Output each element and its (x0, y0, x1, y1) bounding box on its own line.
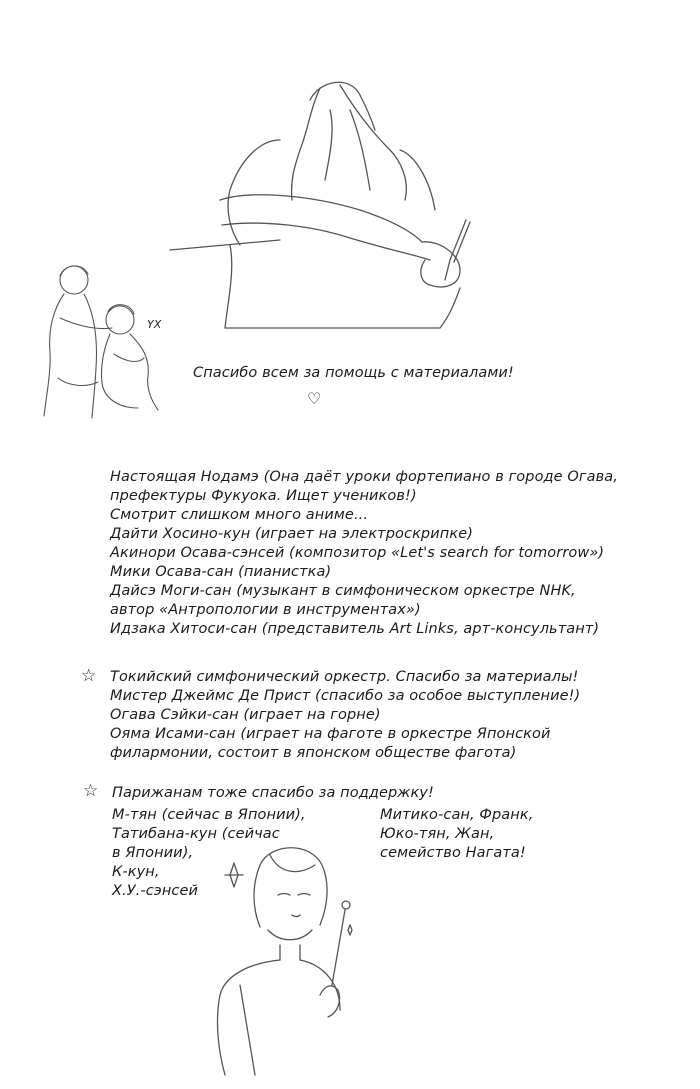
star-icon: ☆ (81, 666, 97, 686)
acknowledgements-list-1: Настоящая Нодамэ (Она даёт уроки фортепиано в городе Огава, префектуры Фукуока. Ищет учеников!) Смотрит слишком много аниме... Дайти Хосино-кун (играет на электроскрипке) Акинори Осава-сэнсей (композитор «Let's search for tomorrow») Мики Осава-сан (пианистка) Дайсэ Моги-сан (музыкант в симфоническом оркестре NHK, автор «Антропологии в инструментах») Идзака Хитоси-сан (представитель Art Links, арт-консультант) (110, 469, 618, 637)
sleeping-at-desk-illustration (160, 70, 480, 340)
star-icon: ☆ (83, 781, 99, 801)
paris-thanks-heading: Парижанам тоже спасибо за поддержку! (112, 785, 434, 801)
conductor-girl-illustration (200, 835, 380, 1080)
artist-signature: YX (147, 318, 162, 331)
paris-names-right: Митико-сан, Франк, Юко-тян, Жан, семейство Нагата! (380, 807, 534, 861)
heart-icon: ♡ (307, 389, 322, 408)
thanks-heading: Спасибо всем за помощь с материалами! (193, 365, 514, 381)
paris-names-left: М-тян (сейчас в Японии), Татибана-кун (сейчас в Японии), К-кун, Х.У.-сэнсей (112, 807, 306, 899)
acknowledgements-list-2: Токийский симфонический оркестр. Спасибо за материалы! Мистер Джеймс Де Прист (спасибо за особое выступление!) Огава Сэйки-сан (играет на горне) Ояма Исами-сан (играет на фаготе в оркестре Японской филармонии, состоит в японском обществе фагота) (110, 669, 581, 761)
two-figures-sketch (38, 258, 168, 423)
